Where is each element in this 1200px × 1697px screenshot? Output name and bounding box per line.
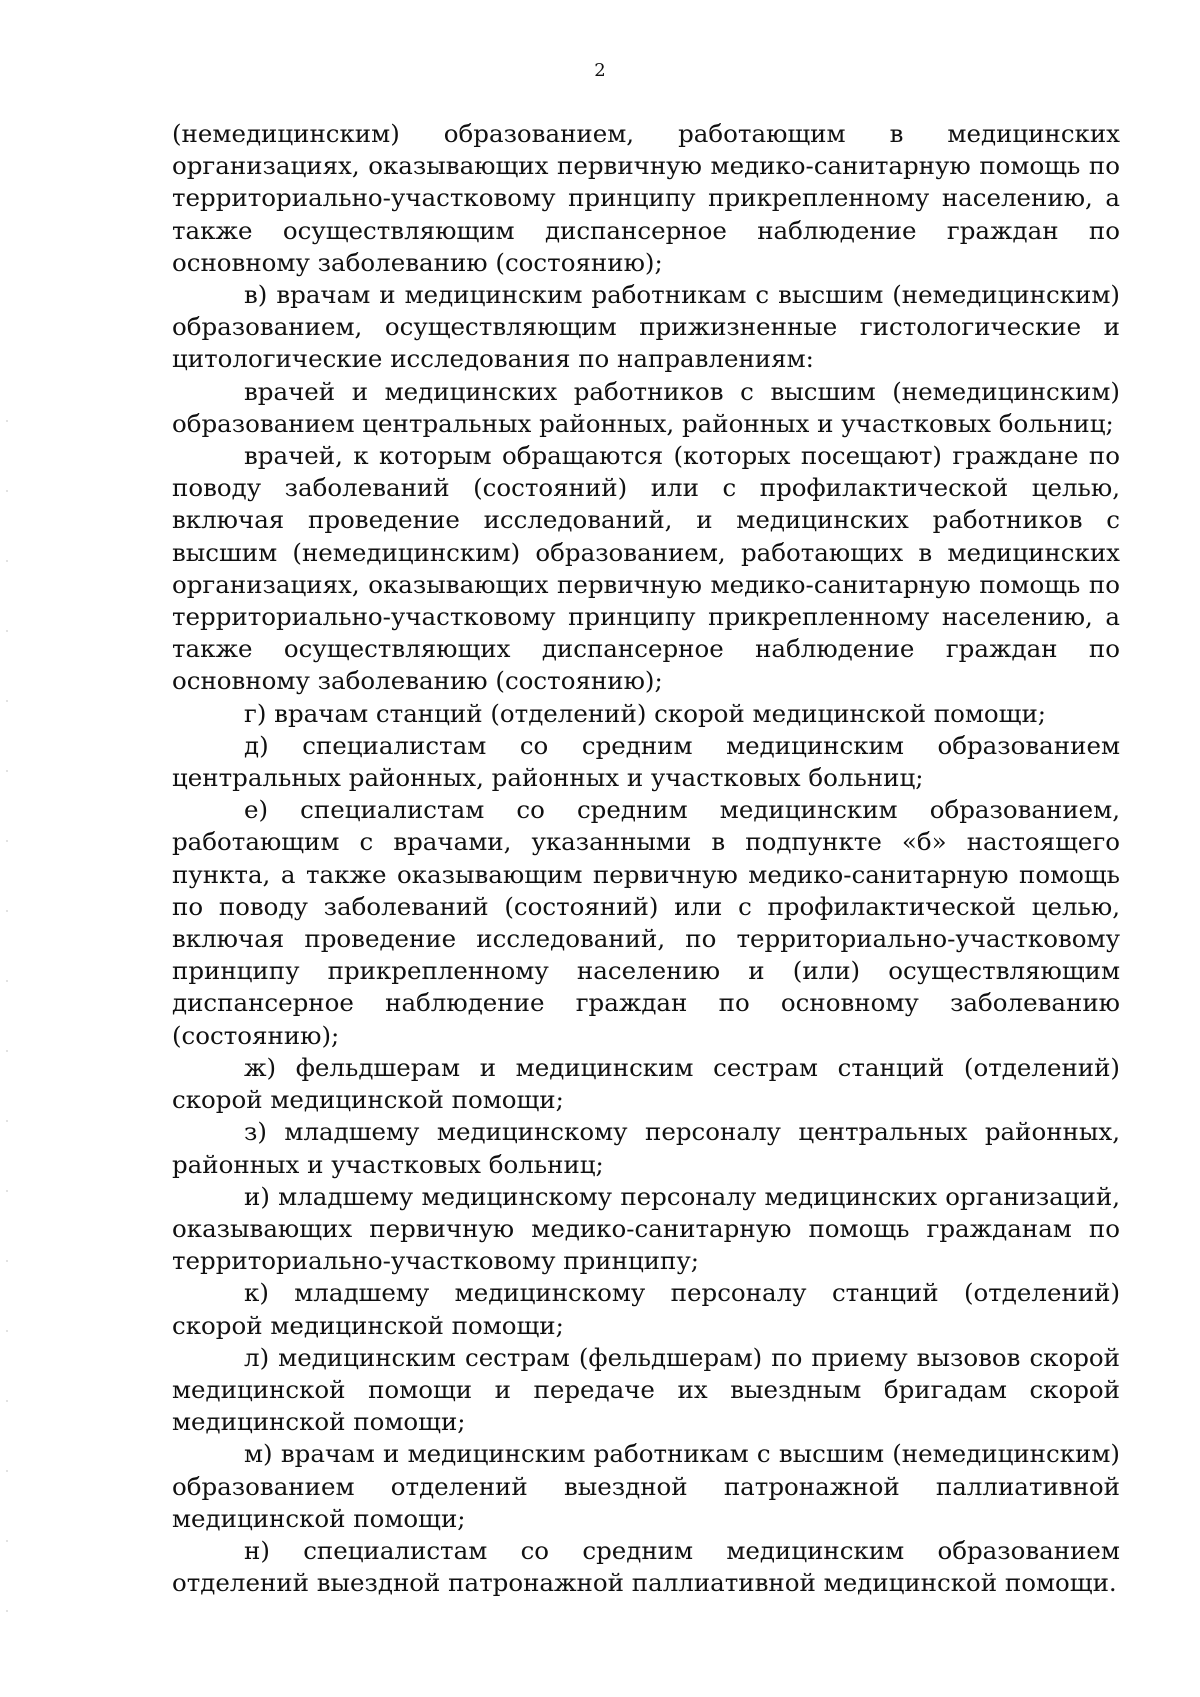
page-number: 2 [594, 60, 606, 81]
scan-margin-marks [6, 420, 8, 1620]
paragraph-item-m: м) врачам и медицинским работникам с высшим (немедицинским) образованием отделений выездной патронажной паллиативной медицинской помощи; [172, 1439, 1120, 1533]
paragraph-sub-item: врачей и медицинских работников с высшим (немедицинским) образованием центральных районных, районных и участковых больниц; [172, 376, 1120, 438]
paragraph-item-g: г) врачам станций (отделений) скорой медицинской помощи; [244, 698, 1047, 728]
paragraph-item-d: д) специалистам со средним медицинским образованием центральных районных, районных и участковых больниц; [172, 730, 1120, 793]
paragraph-item-z: з) младшему медицинскому персоналу центральных районных, районных и участковых больниц; [172, 1117, 1120, 1179]
paragraph-item-e: е) специалистам со средним медицинским образованием, работающим с врачами, указанными в подпункте «б» настоящего пункта, а также оказывающим первичную медико-санитарную помощь по поводу заболеваний (состояний) или с профилактической целью, включая проведение исследований, по территориально-участковому принципу прикрепленному населению и (или) осуществляющим диспансерное наблюдение граждан по основному заболеванию (состоянию); [172, 795, 1120, 1050]
paragraph-item-l: л) медицинским сестрам (фельдшерам) по приему вызовов скорой медицинской помощи и передаче их выездным бригадам скорой медицинской помощи; [172, 1342, 1120, 1437]
paragraph-item-zh: ж) фельдшерам и медицинским сестрам станций (отделений) скорой медицинской помощи; [172, 1052, 1120, 1115]
paragraph-item-k: к) младшему медицинскому персоналу станций (отделений) скорой медицинской помощи; [172, 1278, 1120, 1340]
paragraph-sub-item: врачей, к которым обращаются (которых посещают) граждане по поводу заболеваний (состояний) или с профилактической целью, включая проведение исследований, и медицинских работников с высшим (немедицинским) образованием, работающих в медицинских организациях, оказывающих первичную медико-санитарную помощь по территориально-участковому принципу прикрепленному населению, а также осуществляющих диспансерное наблюдение граждан по основному заболеванию (состоянию); [172, 441, 1120, 696]
document-body [172, 118, 1120, 1599]
paragraph-item-v: в) врачам и медицинским работникам с высшим (немедицинским) образованием, осуществляющим прижизненные гистологические и цитологические исследования по направлениям: [172, 280, 1120, 374]
paragraph-item-i: и) младшему медицинскому персоналу медицинских организаций, оказывающих первичную медико-санитарную помощь гражданам по территориально-участковому принципу; [172, 1181, 1120, 1276]
paragraph-item-n: н) специалистам со средним медицинским образованием отделений выездной патронажной паллиативной медицинской помощи. [172, 1535, 1120, 1598]
paragraph-continuation: (немедицинским) образованием, работающим в медицинских организациях, оказывающих первичную медико-санитарную помощь по территориально-участковому принципу прикрепленному населению, а также осуществляющим диспансерное наблюдение граждан по основному заболеванию (состоянию); [172, 119, 1120, 277]
